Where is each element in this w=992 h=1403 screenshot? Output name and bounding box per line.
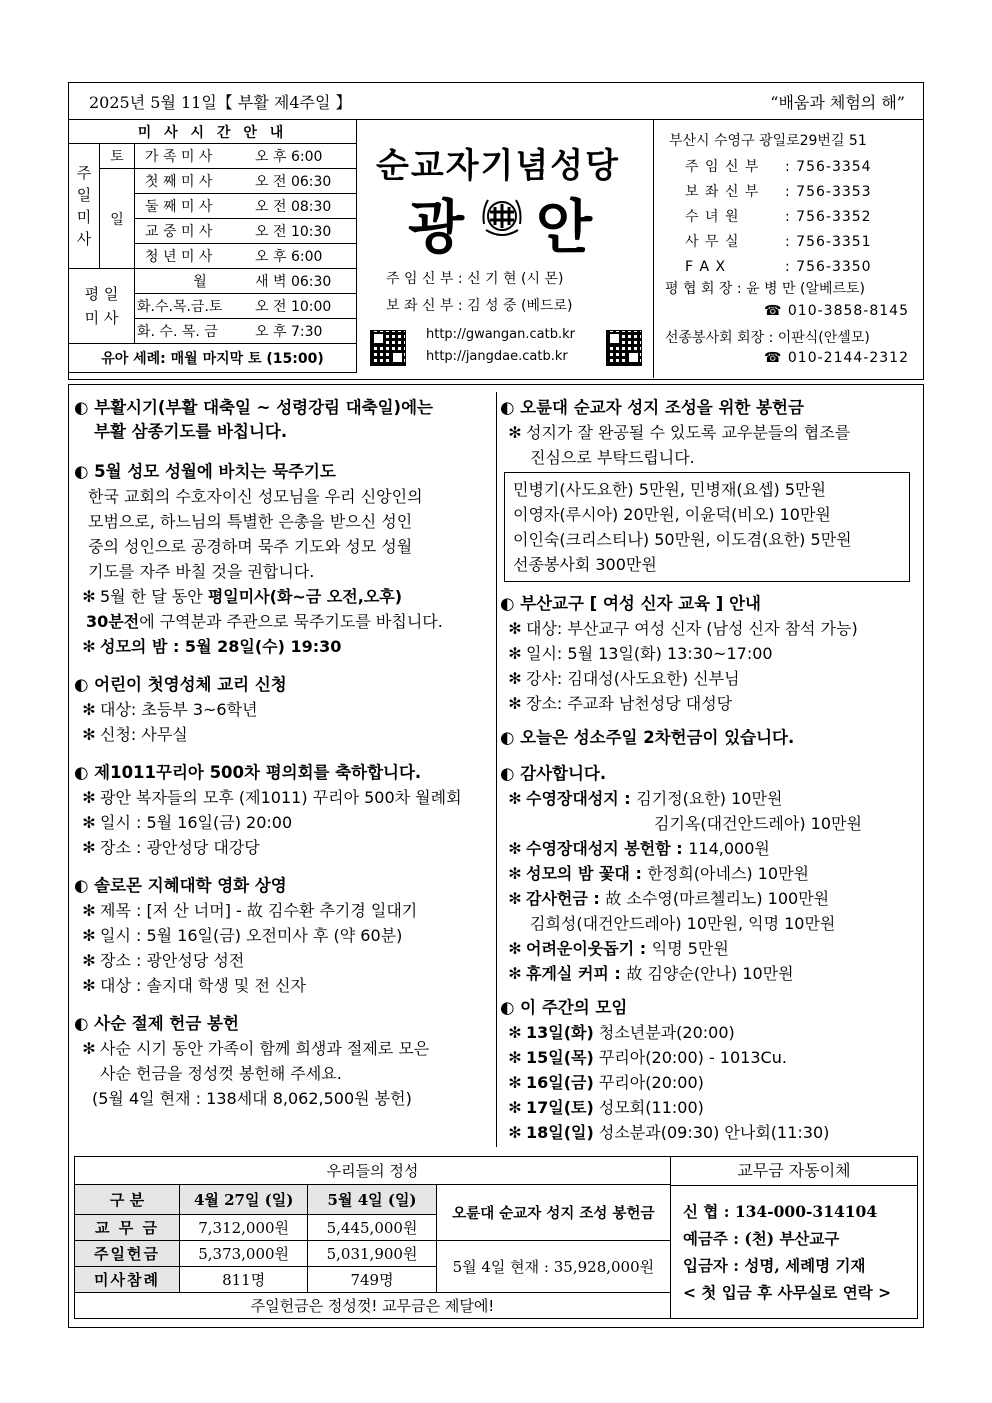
section-thanks-title: ◐ 감사합니다.: [500, 762, 920, 786]
list-item: 사순 헌금을 정성껏 봉헌해 주세요.: [100, 1064, 342, 1083]
list-item: ✻ 15일(목) 꾸리아(20:00) - 1013Cu.: [508, 1048, 787, 1067]
list-item: ✻ 장소: 주교좌 남천성당 대성당: [508, 694, 733, 713]
list-item: ✻ 일시: 5월 13일(화) 13:30~17:00: [508, 644, 773, 663]
list-item: ✻ 사순 시기 동안 가족이 함께 희생과 절제로 모은: [82, 1039, 430, 1058]
list-item: ✻ 장소 : 광안성당 성전: [82, 951, 245, 970]
auto-transfer-body: 신 협 : 134-000-314104 예금주 : (천) 부산교구 입금자 : 성명, 세례명 기재 < 첫 입금 후 사무실로 연락 >: [682, 1202, 892, 1302]
rosary-note: ✻ 5월 한 달 동안 평일미사(화~금 오전,오후): [82, 587, 403, 606]
list-item: ✻ 장소 : 광안성당 대강당: [82, 838, 260, 857]
phone-row: 수 녀 원 : 756-3352: [685, 209, 872, 225]
section-curia-title: ◐ 제1011꾸리아 500차 평의회를 축하합니다.: [74, 761, 492, 785]
cell-value: 7,312,000원: [179, 1215, 307, 1241]
header-bar: [68, 82, 924, 120]
cell-value: 749명: [308, 1267, 436, 1293]
cell-value: 5,373,000원: [179, 1241, 307, 1267]
phone-row: F A X : 756-3350: [685, 259, 872, 275]
mass-row: 화.수.목.금.토 오 전 10:00: [135, 294, 357, 319]
list-item: ✻ 광안 복자들의 모후 (제1011) 꾸리아 500차 월례회: [82, 788, 462, 807]
list-item: ✻ 신청: 사무실: [82, 725, 188, 744]
mass-row: 첫 째 미 사 오 전 06:30: [135, 169, 357, 194]
list-item: ✻ 16일(금) 꾸리아(20:00): [508, 1073, 704, 1092]
mass-row: 청 년 미 사 오 후 6:00: [135, 244, 357, 269]
section-women-education-title: ◐ 부산교구 [ 여성 신자 교육 ] 안내: [500, 592, 920, 616]
row-label: 교 무 금: [75, 1215, 180, 1241]
year-motto: “배움과 체험의 해”: [770, 93, 905, 112]
lent-total: (5월 4일 현재 : 138세대 8,062,500원 봉헌): [92, 1089, 412, 1108]
list-item: 진심으로 부탁드립니다.: [530, 448, 695, 467]
list-item: ✻ 어려운이웃돕기 : 익명 5만원: [508, 939, 729, 958]
parish-name-right: 안: [536, 193, 593, 261]
section-vocation-title: ◐ 오늘은 성소주일 2차헌금이 있습니다.: [500, 726, 920, 750]
section-first-communion-title: ◐ 어린이 첫영성체 교리 신청: [74, 673, 492, 697]
cell-value: 5,445,000원: [308, 1215, 436, 1241]
list-item: ✻ 휴게실 커피 : 故 김양순(안나) 10만원: [508, 964, 794, 983]
row-label: 미사참례: [75, 1267, 180, 1293]
list-item: ✻ 감사헌금 : 故 소수영(마르첼리노) 100만원: [508, 889, 830, 908]
auto-transfer-title: 교무금 자동이체: [671, 1157, 917, 1186]
list-item: ✻ 수영장대성지 : 김기정(요한) 10만원: [508, 789, 783, 808]
list-item: ✻ 13일(화) 청소년분과(20:00): [508, 1023, 735, 1042]
section-shrine-title: ◐ 오륜대 순교자 성지 조성을 위한 봉헌금: [500, 396, 920, 420]
list-item: ✻ 대상: 부산교구 여성 신자 (남성 신자 참석 가능): [508, 619, 858, 638]
parish-subtitle: 순교자기념성당: [376, 146, 620, 186]
assistant-pastor-line: 보 좌 신 부 : 김 성 중 (베드로): [386, 298, 573, 314]
mass-row: 화. 수. 목. 금 오 후 7:30: [135, 319, 357, 344]
left-column: [74, 396, 492, 1111]
list-item: ✻ 수영장대성지 봉헌함 : 114,000원: [508, 839, 770, 858]
section-movie-title: ◐ 솔로몬 지혜대학 영화 상영: [74, 874, 492, 898]
list-item: ✻ 18일(일) 성소분과(09:30) 안나회(11:30): [508, 1123, 830, 1142]
right-column: [500, 396, 920, 1145]
cell-value: 811명: [179, 1267, 307, 1293]
auto-transfer: [670, 1157, 917, 1319]
sunday-mass-label: 주 일 미 사: [69, 144, 100, 269]
finance-footer: 주일헌금은 정성껏! 교무금은 제달에!: [75, 1293, 671, 1319]
weekday-mass-label: 평 일 미 사: [69, 269, 135, 344]
mass-row: 둘 째 미 사 오 전 08:30: [135, 194, 357, 219]
mass-row: 교 중 미 사 오 전 10:30: [135, 219, 357, 244]
finance-table: [74, 1156, 918, 1319]
volunteer-president: 선종봉사회 회장 : 이판식(안셀모): [665, 330, 870, 346]
rosary-night: ✻ 성모의 밤 : 5월 28일(수) 19:30: [82, 637, 342, 656]
website-link-1[interactable]: http://gwangan.catb.kr: [426, 327, 575, 342]
phone-row: 보 좌 신 부 : 756-3353: [685, 184, 872, 200]
col-label: 구 분: [75, 1185, 180, 1215]
mass-row: 월 새 벽 06:30: [135, 269, 357, 294]
sunday-label: 일: [100, 169, 135, 269]
list-item: ✻ 17일(토) 성모회(11:00): [508, 1098, 704, 1117]
list-item: 김기옥(대건안드레아) 10만원: [654, 814, 862, 833]
col-date-1: 4월 27일 (일): [179, 1185, 307, 1215]
section-meetings-title: ◐ 이 주간의 모임: [500, 996, 920, 1020]
mass-schedule-title: 미 사 시 간 안 내: [69, 120, 357, 144]
volunteer-phone: ☎ 010-2144-2312: [764, 350, 909, 366]
list-item: ✻ 일시 : 5월 16일(금) 20:00: [82, 813, 293, 832]
rosary-note-cont: 30분전에 구역분과 주관으로 묵주기도를 바칩니다.: [86, 612, 443, 631]
infant-baptism: 유아 세례: 매월 마지막 토 (15:00): [69, 344, 357, 373]
donor-box: 민병기(사도요한) 5만원, 민병재(요셉) 5만원 이영자(루시아) 20만원, 이윤덕(비오) 10만원 이인숙(크리스티나) 50만원, 이도겸(요한) 5만원 선종봉사회 300만원: [504, 472, 910, 582]
section-rosary-body: 한국 교회의 수호자이신 성모님을 우리 신앙인의 모범으로, 하느님의 특별한 은총을 받으신 성인 중의 성인으로 공경하며 묵주 기도와 성모 성월 기도를 자주 바칠 것을 권합니다.: [88, 487, 423, 581]
list-item: ✻ 성지가 잘 완공될 수 있도록 교우분들의 협조를: [508, 423, 851, 442]
phone-row: 사 무 실 : 756-3351: [685, 234, 872, 250]
parish-name-left: 광: [408, 193, 465, 261]
row-label: 주일헌금: [75, 1241, 180, 1267]
list-item: ✻ 제목 : [저 산 너머] - 故 김수환 추기경 일대기: [82, 901, 418, 920]
cell-value: 5,031,900원: [308, 1241, 436, 1267]
section-easter-title: ◐ 부활시기(부활 대축일 ~ 성령강림 대축일)에는 부활 삼종기도를 바칩니다.: [74, 396, 492, 444]
phone-row: 주 임 신 부 : 756-3354: [685, 159, 872, 175]
council-phone: ☎ 010-3858-8145: [764, 303, 909, 319]
section-lent-title: ◐ 사순 절제 헌금 봉헌: [74, 1012, 492, 1036]
pastor-line: 주 임 신 부 : 신 기 현 (시 몬): [386, 271, 564, 287]
list-item: ✻ 대상 : 솔지대 학생 및 전 신자: [82, 976, 306, 995]
list-item: ✻ 강사: 김대성(사도요한) 신부님: [508, 669, 740, 688]
col-date-2: 5월 4일 (일): [308, 1185, 436, 1215]
bulletin-date: 2025년 5월 11일【 부활 제4주일 】: [89, 93, 352, 112]
finance-title: 우리들의 정성: [75, 1157, 671, 1185]
section-rosary-title: ◐ 5월 성모 성월에 바치는 묵주기도: [74, 460, 492, 484]
fund-value: 5월 4일 현재 : 35,928,000원: [436, 1241, 670, 1293]
list-item: ✻ 대상: 초등부 3~6학년: [82, 700, 258, 719]
list-item: ✻ 성모의 밤 꽃대 : 한정희(아네스) 10만원: [508, 864, 809, 883]
saturday-label: 토: [100, 144, 135, 169]
parish-address: 부산시 수영구 광일로29번길 51: [669, 133, 867, 149]
list-item: 김희성(대건안드레아) 10만원, 익명 10만원: [530, 914, 836, 933]
fund-title: 오륜대 순교자 성지 조성 봉헌금: [436, 1185, 670, 1241]
mass-row: 가 족 미 사 오 후 6:00: [135, 144, 357, 169]
website-link-2[interactable]: http://jangdae.catb.kr: [426, 349, 568, 364]
council-president: 평 협 회 장 : 윤 병 만 (알베르토): [665, 281, 866, 297]
list-item: ✻ 일시 : 5월 16일(금) 오전미사 후 (약 60분): [82, 926, 403, 945]
column-divider: [496, 392, 497, 1147]
info-frame: [68, 119, 924, 380]
